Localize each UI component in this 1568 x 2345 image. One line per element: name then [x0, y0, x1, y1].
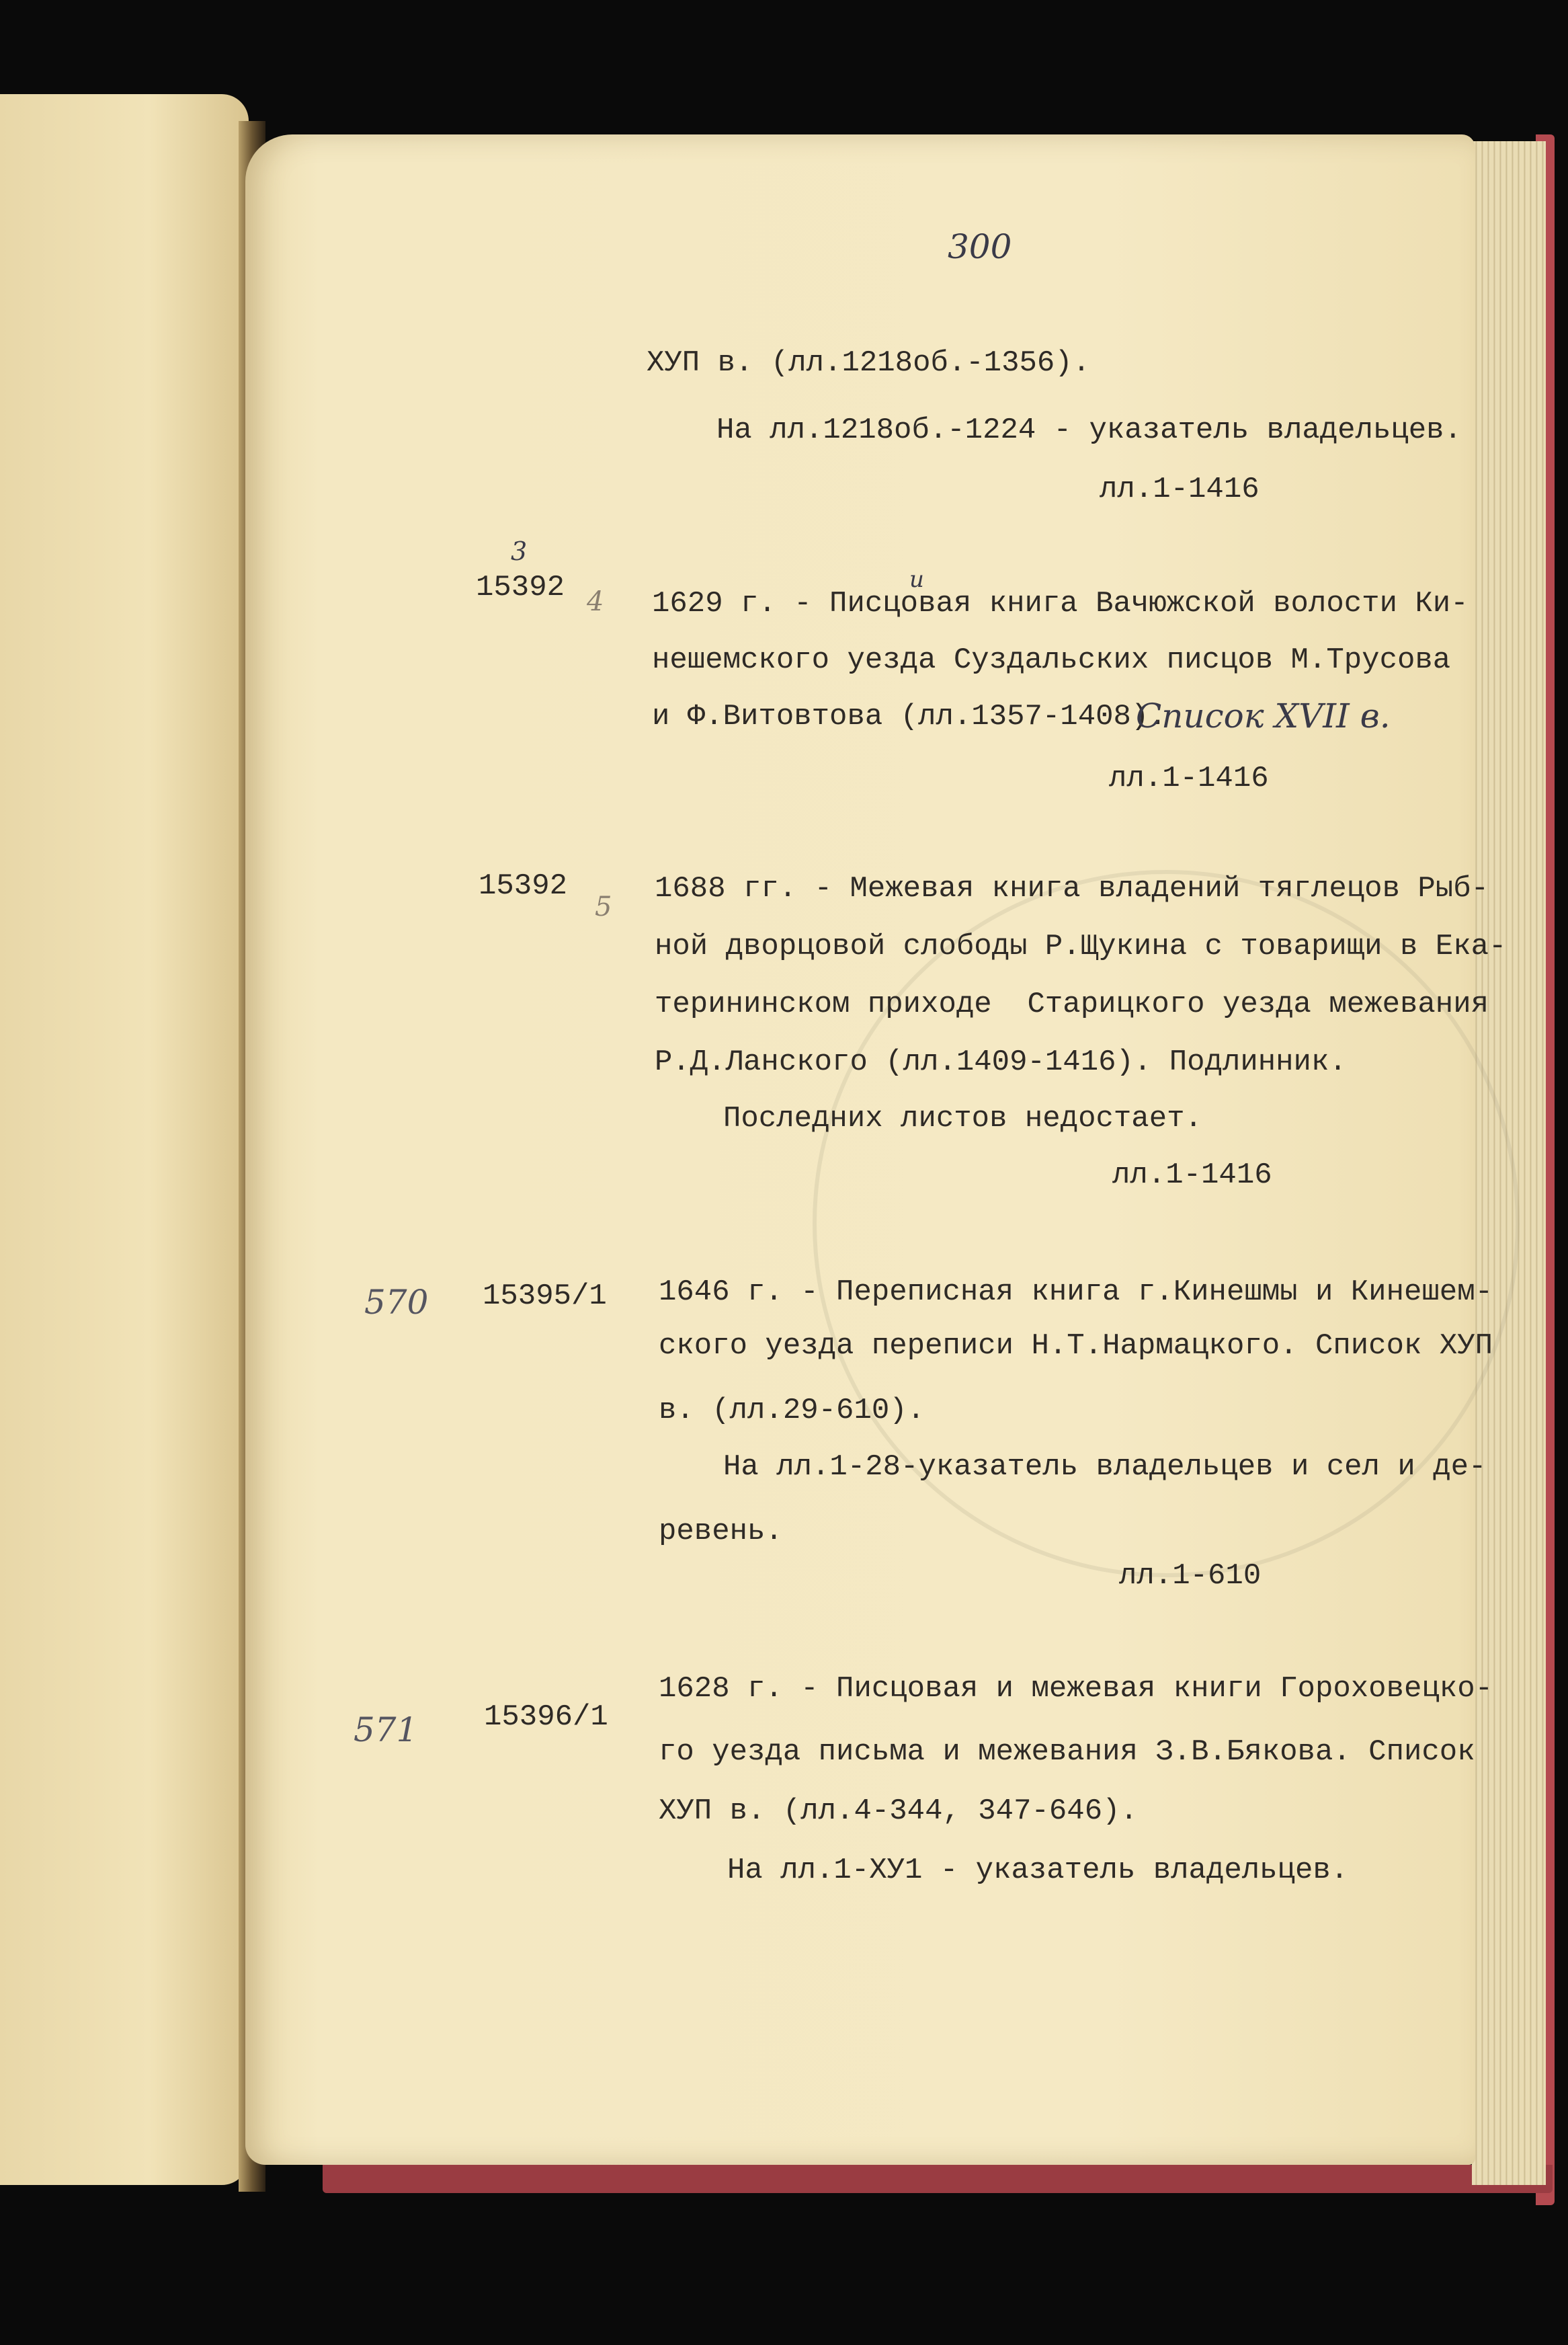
- entry-2-line-1: 1688 гг. - Межевая книга владений тяглецов Рыб-: [655, 872, 1489, 906]
- entry-3-line-4: На лл.1-28-указатель владельцев и сел и де-: [723, 1450, 1487, 1484]
- entry-4-line-2: го уезда письма и межевания З.В.Бякова. Список: [659, 1735, 1475, 1769]
- entry-2-margin-note: 5: [595, 891, 612, 922]
- entry-3-line-2: ского уезда переписи Н.Т.Нармацкого. Список ХУП: [659, 1329, 1493, 1363]
- page-number: 300: [948, 227, 1012, 266]
- header-line-2: На лл.1218об.-1224 - указатель владельцев.: [716, 413, 1462, 447]
- entry-1-number: 15392: [476, 571, 565, 604]
- entry-1-folios: лл.1-1416: [1109, 762, 1269, 795]
- header-line-1: ХУП в. (лл.1218об.-1356).: [647, 346, 1091, 380]
- entry-1-line-1: 1629 г. - Писцовая книга Вачюжской волости Ки-: [652, 587, 1469, 621]
- book-cover-bottom: [323, 2165, 1553, 2193]
- entry-4-line-3: ХУП в. (лл.4-344, 347-646).: [659, 1794, 1138, 1828]
- entry-3-margin-note: 570: [364, 1283, 429, 1322]
- entry-3-line-5: ревень.: [659, 1515, 783, 1548]
- entry-1-handwritten-correction: и: [909, 566, 924, 593]
- entry-2-line-2: ной дворцовой слободы Р.Щукина с товарищи в Ека-: [655, 930, 1507, 963]
- entry-3-line-3: в. (лл.29-610).: [659, 1394, 925, 1427]
- entry-3-number: 15395/1: [483, 1279, 607, 1313]
- entry-4-margin-note: 571: [354, 1710, 418, 1749]
- left-page: [0, 94, 249, 2185]
- entry-1-margin-note: 4: [587, 586, 604, 617]
- header-folios: лл.1-1416: [1100, 473, 1260, 506]
- entry-2-line-3: терининском приходе Старицкого уезда межевания: [655, 988, 1489, 1021]
- entry-number-annotation: 3: [511, 536, 528, 566]
- entry-1-line-2: нешемского уезда Суздальских писцов М.Трусова: [652, 643, 1451, 677]
- entry-3-folios: лл.1-610: [1119, 1559, 1262, 1593]
- entry-2-folios: лл.1-1416: [1112, 1158, 1272, 1192]
- entry-2-number: 15392: [479, 869, 568, 903]
- entry-4-number: 15396/1: [484, 1700, 608, 1734]
- entry-4-line-4: На лл.1-ХУ1 - указатель владельцев.: [727, 1854, 1349, 1887]
- entry-1-line-3: и Ф.Витовтова (лл.1357-1408).: [652, 700, 1167, 733]
- entry-3-line-1: 1646 г. - Переписная книга г.Кинешмы и Кинешем-: [659, 1275, 1493, 1309]
- entry-1-handwritten-addition: Список XVII в.: [1136, 697, 1391, 736]
- entry-2-line-5: Последних листов недостает.: [723, 1102, 1202, 1136]
- entry-4-line-1: 1628 г. - Писцовая и межевая книги Гороховецко-: [659, 1672, 1493, 1706]
- entry-2-line-4: Р.Д.Ланского (лл.1409-1416). Подлинник.: [655, 1045, 1347, 1079]
